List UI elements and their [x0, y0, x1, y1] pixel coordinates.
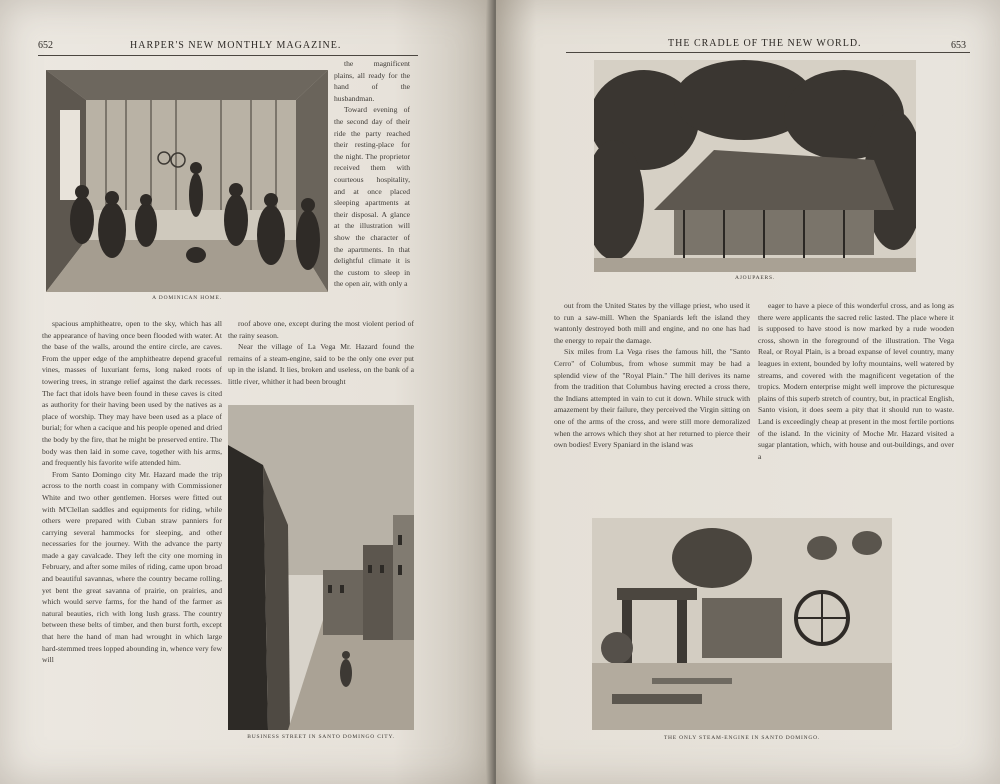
paragraph: spacious amphitheatre, open to the sky, which has all the appearance of having once been flooded with water. At the base of the walls, around the entire circle, are caves. From the upper edge of the amphitheatre depend graceful vines, masses of luxuriant ferns, long naked roots of towering trees, in strange relief against the dark recesses. The fact that idols have been found in these caves is cited as authority for their having been used by the natives as a place of worship. They may have been used as a place of burial; for when a cacique and his people opened and dried the body by the fire, that he might be preserved entire. The body was then laid in some cave, together with his arms, and frequently his favorite wife attended him. [42, 319, 222, 468]
paragraph: eager to have a piece of this wonderful cross, and as long as there were applicants the sacred relic lasted. The place where it is supposed to have stood is now marked by a rude wooden cross, shown in the foreground of the illustration. The Vega Real, or Royal Plain, is a broad expanse of level country, many leagues in extent, bounded by lofty mountains, well watered by streams, and covered with the magnificent vegetation of the tropics. Modern enterprise might well improve the picturesque plains of this superb stretch of country, but, in practical English, Santo vision, it does seem a pity that it should run to waste. Land is exceedingly cheap at present in the most fertile portions of the island. In the vicinity of Moche Mr. Hazard visited a sugar plantation, which, with house and out-buildings, and over a [758, 301, 954, 461]
header-rule [38, 55, 418, 56]
page-number: 652 [38, 40, 53, 51]
paragraph: roof above one, except during the most violent period of the rainy season. [228, 319, 414, 340]
caption: AJOUPAERS. [734, 275, 776, 281]
paragraph: From Santo Domingo city Mr. Hazard made the trip across to the north coast in company with Commissioner White and two other gentlemen. Horses were fitted out with M'Clellan saddles and equipments for riding, while others were prepared with Cuban straw panniers for carrying several hammocks for sleeping, and other necessaries for the journey. With the advance the party made a gay cavalcade. They left the city one morning in February, and after some miles of riding, came upon broad and beautiful savannas, where the country became rolling, yet bent the great savanna of prairie, on prairies, and which would serve farms, for the hand of the farmer as natural beauties, rich with long lush grass. The country between these belts of timber, and then burst forth, except that here the hand of man had wrought in which large hard-stemmed trees lopped abounding in, whence very few will [42, 469, 222, 665]
caption: THE ONLY STEAM-ENGINE IN SANTO DOMINGO. [663, 735, 821, 741]
paragraph: Near the village of La Vega Mr. Hazard found the remains of a steam-engine, said to be the only one ever put up in the island. It lies, broken and useless, on the bank of a little river, whither it had been brought [228, 342, 414, 386]
left-page [0, 0, 492, 784]
dominican-home-engraving [46, 70, 328, 292]
page-number: 653 [951, 40, 966, 51]
caption: BUSINESS STREET IN SANTO DOMINGO CITY. [247, 734, 395, 740]
paragraph: out from the United States by the village priest, who used it to run a saw-mill. When the Spaniards left the island they wantonly destroyed both mill and engine, and no one has had the energy to repair the damage. [554, 301, 750, 345]
caption: A DOMINICAN HOME. [152, 295, 222, 301]
paragraph: the magnificent plains, all ready for the hand of the husbandman. [334, 59, 410, 103]
paragraph: Toward evening of the second day of their ride the party reached their resting-place for the night. The proprietor received them with courteous hospitality, and at once placed sleeping apartments at their disposal. A glance at the illustration will show the character of the apartments. In that delightful climate it is the custom to sleep in the open air, with only a [334, 105, 410, 289]
business-street-engraving [228, 405, 414, 730]
running-head: HARPER'S NEW MONTHLY MAGAZINE. [130, 40, 342, 51]
ajoupaers-engraving [594, 60, 916, 272]
steam-engine-engraving [592, 518, 892, 730]
paragraph: Six miles from La Vega rises the famous hill, the "Santo Cerro" of Columbus, from whose summit may be had a splendid view of the "Royal Plain." The hill derives its name from the tradition that Columbus having erected a cross there, the Indians attempted in vain to cut it down. While struck with amazement by their failure, they perceived the Virgin sitting on one of the arms of the cross, and were still more demoralized when the arrows which they shot at her returned to pierce their own bodies! Every Spaniard in the island was [554, 347, 750, 450]
text-column [758, 300, 954, 510]
right-page [496, 0, 1000, 784]
text-column [228, 318, 414, 398]
running-head: THE CRADLE OF THE NEW WORLD. [668, 38, 862, 49]
text-column [334, 58, 410, 318]
text-column [42, 318, 222, 738]
header-rule [566, 52, 970, 53]
text-column [554, 300, 750, 510]
